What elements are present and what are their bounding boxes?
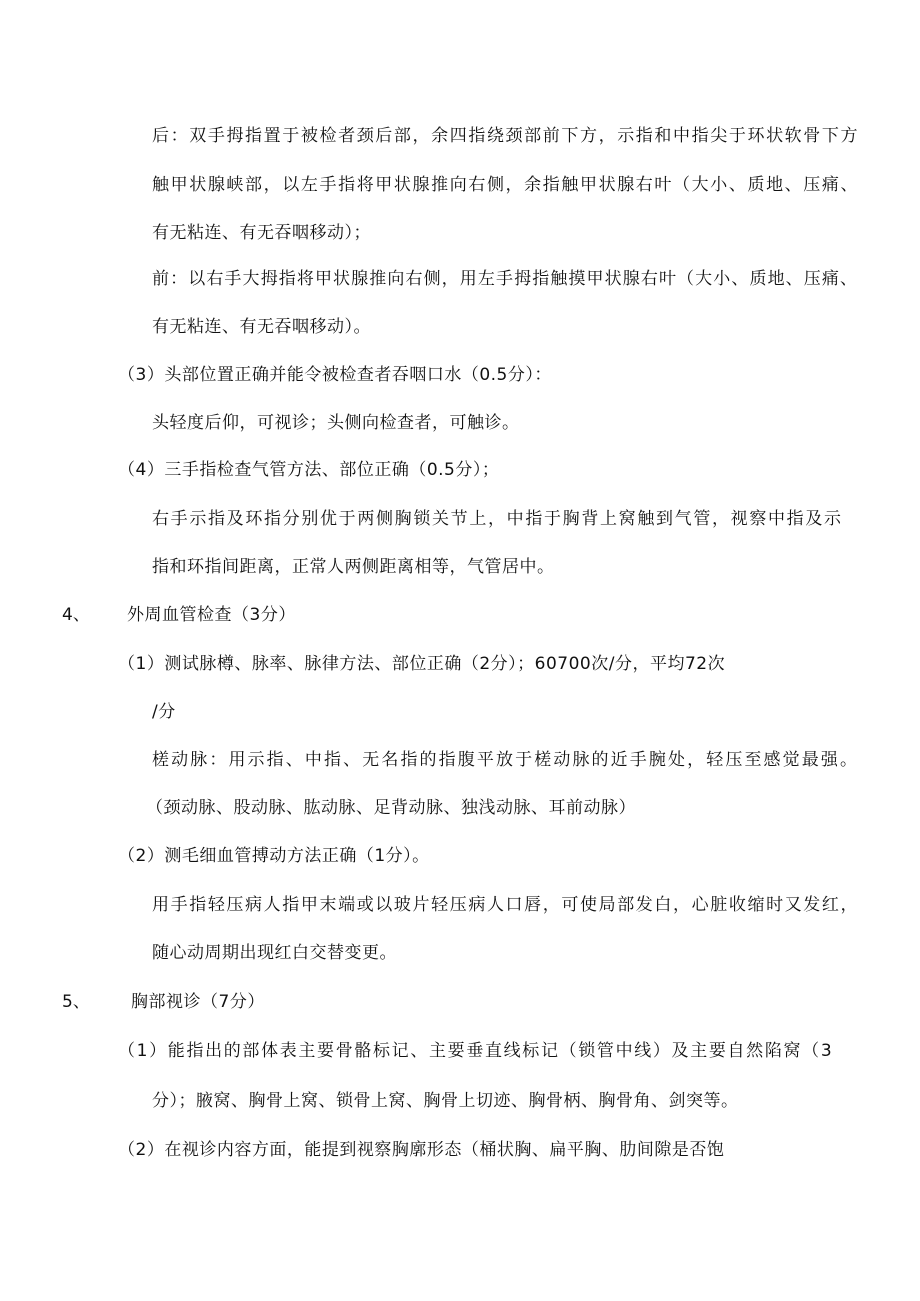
section-heading: 外周血管检查（3分） (127, 605, 296, 625)
text-line: 后：双手拇指置于被检者颈后部，余四指绕颈部前下方，示指和中指尖于环状软骨下方 (152, 126, 860, 146)
text-line: 有无粘连、有无吞咽移动）。 (152, 317, 371, 337)
text-line: 用手指轻压病人指甲末端或以玻片轻压病人口唇，可使局部发白，心脏收缩时又发红， (152, 895, 860, 915)
text-line: /分 (152, 702, 176, 722)
subsection-heading: （4）三手指检查气管方法、部位正确（0.5分）； (118, 460, 500, 480)
text-line: 有无粘连、有无吞咽移动）； (152, 223, 371, 243)
text-line: 指和环指间距离，正常人两侧距离相等，气管居中。 (152, 557, 555, 577)
text-line: 槎动脉：用示指、中指、无名指的指腹平放于槎动脉的近手腕处，轻压至感觉最强。 (152, 750, 860, 770)
text-line: 右手示指及环指分别优于两侧胸锁关节上，中指于胸背上窝触到气管，视察中指及示 (152, 509, 843, 529)
subsection-heading: （1）能指出的部体表主要骨骼标记、主要垂直线标记（锁管中线）及主要自然陷窝（3 (118, 1041, 834, 1061)
section-number: 4、 (62, 605, 90, 625)
text-line: 分）；腋窝、胸骨上窝、锁骨上窝、胸骨上切迹、胸骨柄、胸骨角、剑突等。 (152, 1091, 739, 1111)
section-number: 5、 (62, 992, 90, 1012)
subsection-heading: （2）测毛细血管搏动方法正确（1分）。 (118, 846, 430, 866)
section-heading: 胸部视诊（7分） (131, 992, 265, 1012)
subsection-heading: （3）头部位置正确并能令被检查者吞咽口水（0.5分）： (118, 365, 552, 385)
text-line: 触甲状腺峡部，以左手指将甲状腺推向右侧，余指触甲状腺右叶（大小、质地、压痛、 (152, 175, 860, 195)
text-line: 前：以右手大拇指将甲状腺推向右侧，用左手拇指触摸甲状腺右叶（大小、质地、压痛、 (152, 269, 859, 289)
text-line: 头轻度后仰，可视诊；头侧向检查者，可触诊。 (152, 413, 520, 433)
subsection-heading: （2）在视诊内容方面，能提到视察胸廓形态（桶状胸、扁平胸、肋间隙是否饱 (118, 1140, 725, 1160)
subsection-heading: （1）测试脉樽、脉率、脉律方法、部位正确（2分）；60700次/分，平均72次 (118, 654, 726, 674)
text-line: （颈动脉、股动脉、肱动脉、足背动脉、独浅动脉、耳前动脉） (146, 798, 636, 818)
text-line: 随心动周期出现红白交替变更。 (152, 943, 397, 963)
